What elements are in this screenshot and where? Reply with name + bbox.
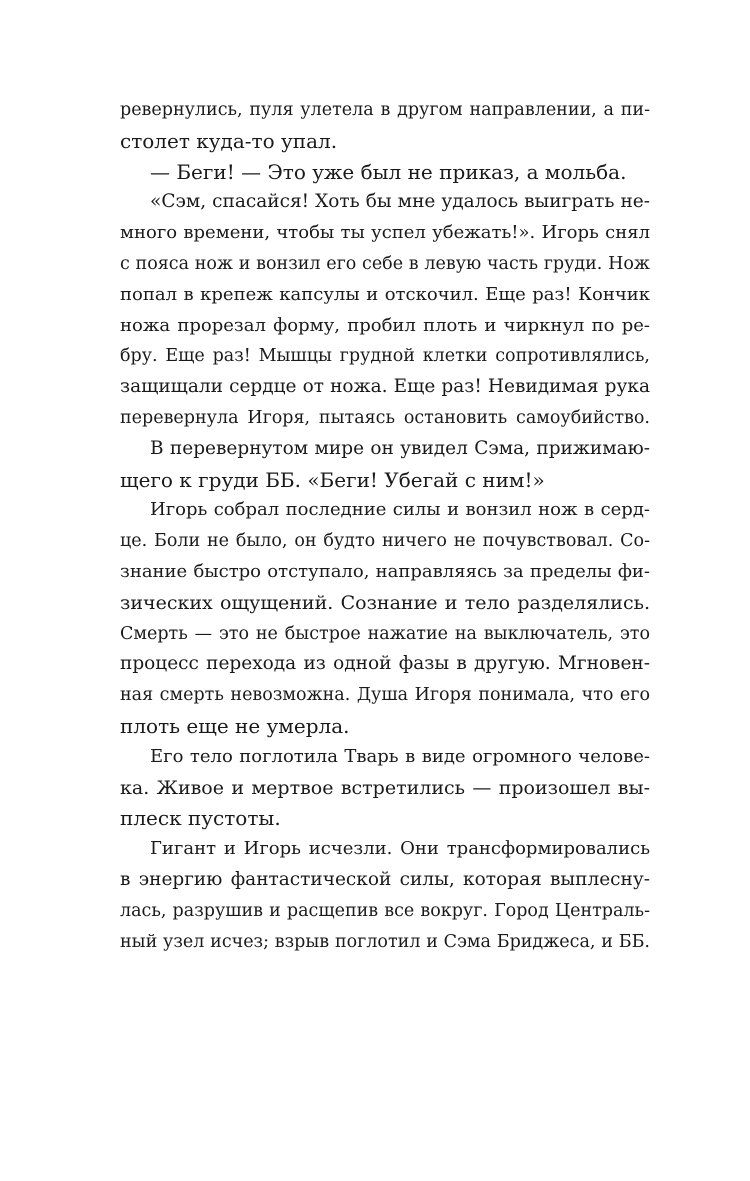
text-line: В перевернутом мире он увидел Сэма, прижимаю-	[150, 437, 650, 459]
text-line: ная смерть невозможна. Душа Игоря понимала, что его	[120, 685, 650, 706]
text-line: знание быстро отступало, направляясь за пределы фи-	[120, 560, 650, 582]
text-line: процесс перехода из одной фазы в другую. Мгновен-	[120, 653, 650, 675]
text-line: бру. Еще раз! Мышцы грудной клетки сопротивлялись,	[120, 346, 650, 367]
text-line: плоть еще не умерла.	[120, 713, 350, 738]
text-line: Гигант и Игорь исчезли. Они трансформировались	[150, 838, 650, 860]
text-line: щего к груди ББ. «Беги! Убегай с ним!»	[120, 467, 545, 492]
text-line: ка. Живое и мертвое встретились — произошел вы-	[120, 776, 650, 799]
text-line: столет куда-то упал.	[120, 128, 338, 153]
text-line: це. Боли не было, он будто ничего не почувствовал. Со-	[120, 531, 650, 552]
text-line: «Сэм, спасайся! Хоть бы мне удалось выиграть не-	[150, 191, 650, 213]
text-line: Его тело поглотила Тварь в виде огромного челове-	[150, 745, 650, 767]
text-line: ный узел исчез; взрыв поглотил и Сэма Бриджеса, и ББ.	[120, 931, 650, 952]
text-line: в энергию фантастической силы, которая выплесну-	[120, 868, 650, 890]
text-line: Игорь собрал последние силы и вонзил нож в серд-	[150, 499, 650, 521]
text-line: с пояса нож и вонзил его себе в левую часть груди. Нож	[120, 253, 650, 274]
text-line: зических ощущений. Сознание и тело разделялись.	[120, 591, 650, 614]
text-line: — Беги! — Это уже был не приказ, а мольба.	[150, 159, 627, 184]
text-line: плеск пустоты.	[120, 806, 281, 831]
text-line: перевернула Игоря, пытаясь остановить самоубийство.	[120, 407, 650, 428]
text-line: ножа прорезал форму, пробил плоть и чиркнул по ре-	[120, 314, 650, 336]
body-text	[120, 95, 650, 957]
text-line: защищали сердце от ножа. Еще раз! Невидимая рука	[120, 376, 650, 398]
text-line: ревернулись, пуля улетела в другом направлении, а пи-	[120, 100, 650, 120]
text-line: попал в крепеж капсулы и отскочил. Еще раз! Кончик	[120, 283, 650, 305]
text-line: Смерть — это не быстрое нажатие на выключатель, это	[120, 623, 650, 644]
text-line: лась, разрушив и расщепив все вокруг. Город Централь-	[120, 900, 650, 921]
text-line: много времени, чтобы ты успел убежать!». Игорь снял	[120, 222, 650, 244]
